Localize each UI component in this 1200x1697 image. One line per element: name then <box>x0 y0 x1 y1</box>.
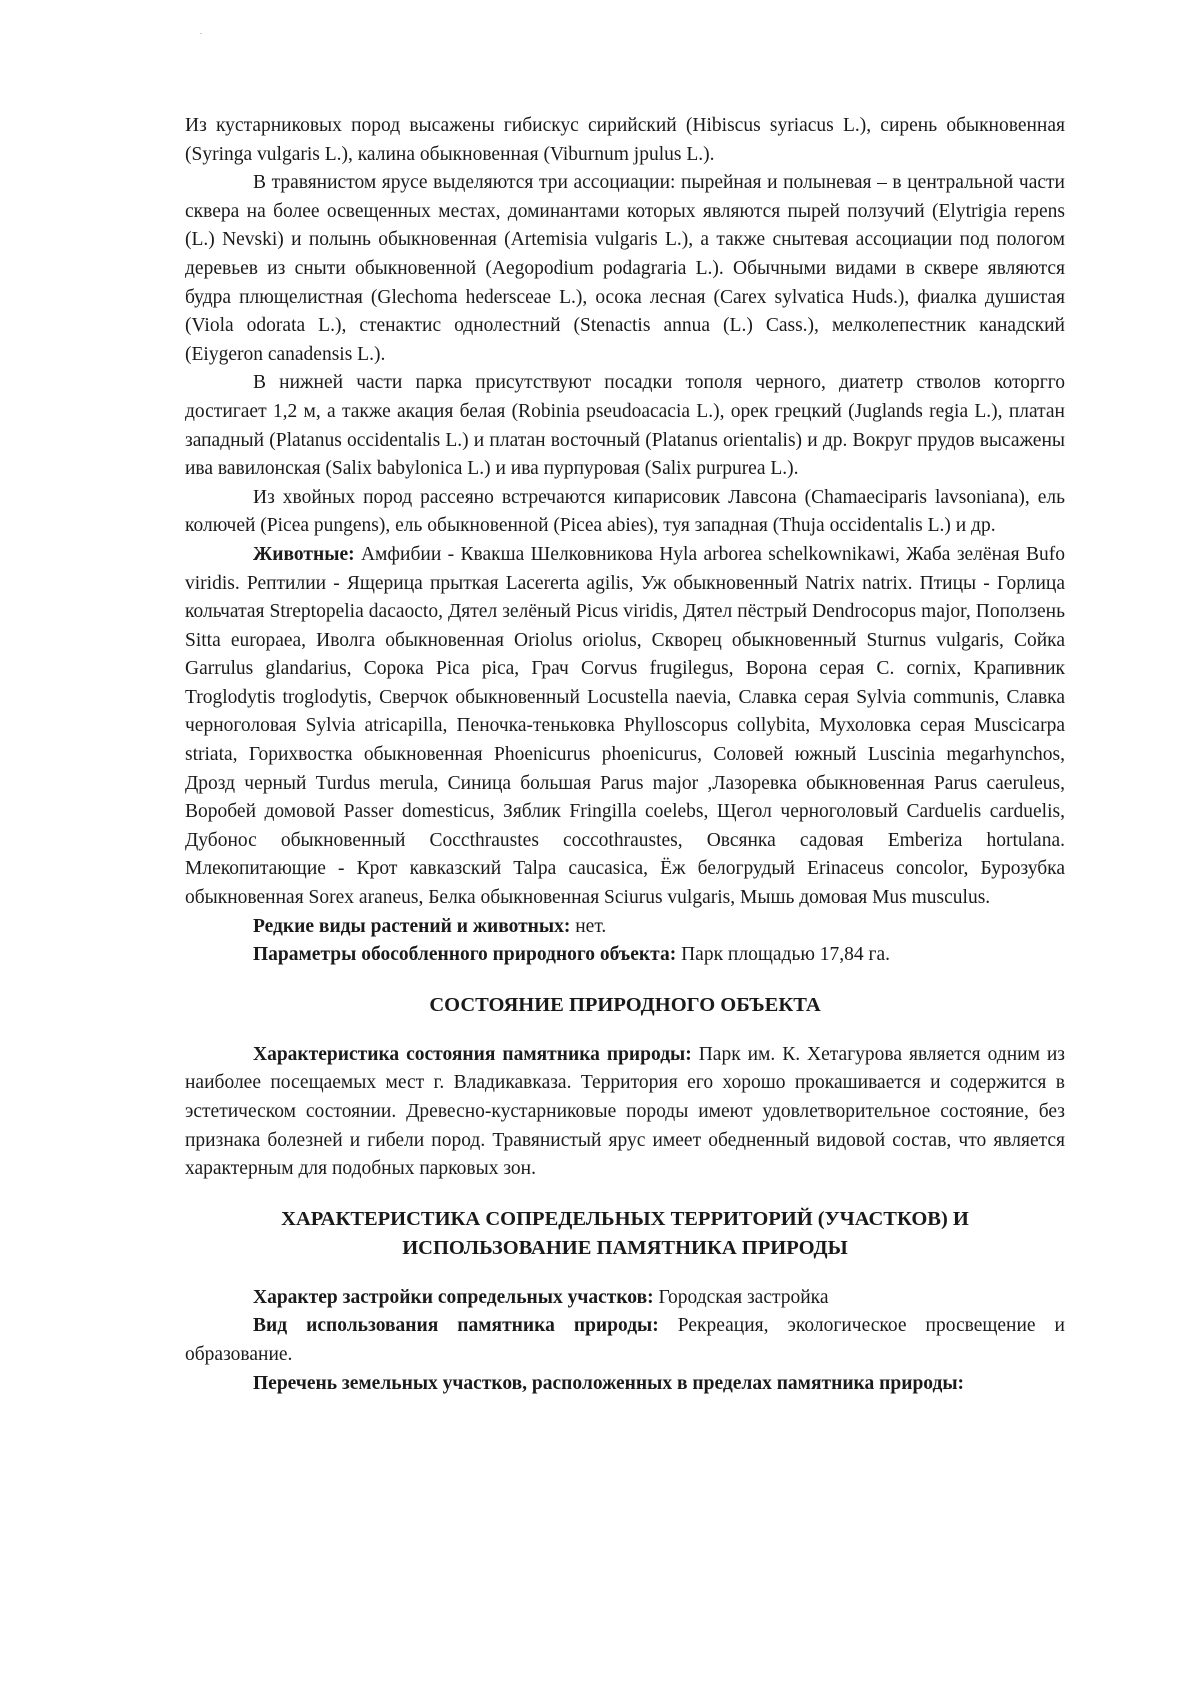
rare-species-label: Редкие виды растений и животных: <box>253 915 571 937</box>
scan-speck <box>200 33 202 34</box>
state-paragraph <box>185 1041 1065 1184</box>
document-page <box>185 112 1065 1398</box>
animals-paragraph <box>185 541 1065 913</box>
conifers-paragraph: Из хвойных пород рассеяно встречаются кипарисовик Лавсона (Chamaeciparis lavsoniana), ель колючей (Picea pungens), ель обыкновенной (Picea abies), туя западная (Thuja occidentalis L.) и др. <box>185 486 1065 537</box>
state-label: Характеристика состояния памятника природы: <box>253 1043 692 1065</box>
usage-paragraph <box>185 1312 1065 1369</box>
plots-paragraph <box>185 1370 1065 1399</box>
state-text: Парк им. К. Хетагурова является одним из наиболее посещаемых мест г. Владикавказа. Территория его хорошо прокашивается и содержится в эстетическом состоянии. Древесно-кустарниковые породы имеют удовлетворительное состояние, без признака болезней и гибели пород. Травянистый ярус имеет обедненный видовой состав, что является характерным для подобных парковых зон. <box>185 1043 1065 1180</box>
development-label: Характер застройки сопредельных участков: <box>253 1286 654 1308</box>
animals-label: Животные: <box>253 543 355 565</box>
usage-text: Рекреация, экологическое просвещение и образование. <box>185 1315 1065 1365</box>
shrubs-paragraph: Из кустарниковых пород высажены гибискус сирийский (Hibiscus syriacus L.), сирень обыкновенная (Syringa vulgaris L.), калина обыкновенная (Viburnum jpulus L.). <box>185 115 1065 165</box>
rare-species-text: нет. <box>570 915 607 937</box>
rare-species-paragraph <box>185 913 1065 942</box>
development-text: Городская застройка <box>653 1286 829 1308</box>
herbs-paragraph: В травянистом ярусе выделяются три ассоциации: пырейная и полыневая – в центральной части сквера на более освещенных местах, доминантами которых являются пырей ползучий (Elytrigia repens (L.) Nevski) и полынь обыкновенная (Artemisia vulgaris L.), а также снытевая ассоциации под пологом деревьев из сныти обыкновенной (Aegopodium podagraria L.). Обычными видами в сквере являются будра плющелистная (Glechoma hedersceae L.), осока лесная (Carex sylvatica Huds.), фиалка душистая (Viola odorata L.), стенактис однолестний (Stenactis annua (L.) Cass.), мелколепестник канадский (Eiygeron canadensis L.). <box>185 172 1065 365</box>
params-label: Параметры обособленного природного объекта: <box>253 944 677 966</box>
params-text: Парк площадью 17,84 га. <box>676 944 891 966</box>
adjacent-heading-line2: ИСПОЛЬЗОВАНИЕ ПАМЯТНИКА ПРИРОДЫ <box>402 1236 848 1259</box>
lower-park-paragraph: В нижней части парка присутствуют посадки тополя черного, диатетр стволов которгго достигает 1,2 м, а также акация белая (Robinia pseudoacacia L.), орек грецкий (Juglands regia L.), платан западный (Platanus occidentalis L.) и платан восточный (Platanus orientalis) и др. Вокруг прудов высажены ива вавилонская (Salix babylonica L.) и ива пурпуровая (Salix purpurea L.). <box>185 372 1065 480</box>
state-section-heading: СОСТОЯНИЕ ПРИРОДНОГО ОБЪЕКТА <box>429 993 821 1016</box>
usage-label: Вид использования памятника природы: <box>253 1315 659 1337</box>
animals-text: Амфибии - Квакша Шелковникова Hyla arborea schelkownikawi, Жаба зелёная Bufo viridis. Рептилии - Ящерица прыткая Lacererta agilis, Уж обыкновенный Natrix natrix. Птицы - Горлица кольчатая Streptopelia dacaocto, Дятел зелёный Picus viridis, Дятел пёстрый Dendrocopus major, Поползень Sitta europaea, Иволга обыкновенная Oriolus oriolus, Скворец обыкновенный Sturnus vulgaris, Сойка Garrulus glandarius, Сорока Pica pica, Грач Corvus frugilegus, Ворона серая C. cornix, Крапивник Troglodytis troglodytis, Сверчок обыкновенный Locustella naevia, Славка серая Sylvia communis, Славка черноголовая Sylvia atricapilla, Пеночка-теньковка Phylloscopus collybita, Мухоловка серая Muscicarpa striata, Горихвостка обыкновенная Phoenicurus phoenicurus, Соловей южный Luscinia megarhynchos, Дрозд черный Turdus merula, Синица большая Parus major ,Лазоревка обыкновенная Parus caeruleus, Воробей домовой Passer domesticus, Зяблик Fringilla coelebs, Щегол черноголовый Carduelis carduelis, Дубонос обыкновенный Coccthraustes coccothraustes, Овсянка садовая Emberiza hortulana. Млекопитающие - Крот кавказский Talpa caucasica, Ёж белогрудый Erinaceus concolor, Бурозубка обыкновенная Sorex araneus, Белка обыкновенная Sciurus vulgaris, Мышь домовая Mus musculus. <box>185 543 1065 909</box>
params-paragraph <box>185 941 1065 970</box>
development-paragraph <box>185 1284 1065 1313</box>
adjacent-heading-line1: ХАРАКТЕРИСТИКА СОПРЕДЕЛЬНЫХ ТЕРРИТОРИЙ (УЧАСТКОВ) И <box>281 1207 969 1230</box>
plots-label: Перечень земельных участков, расположенных в пределах памятника природы: <box>253 1372 965 1394</box>
adjacent-section-heading <box>185 1205 1065 1263</box>
